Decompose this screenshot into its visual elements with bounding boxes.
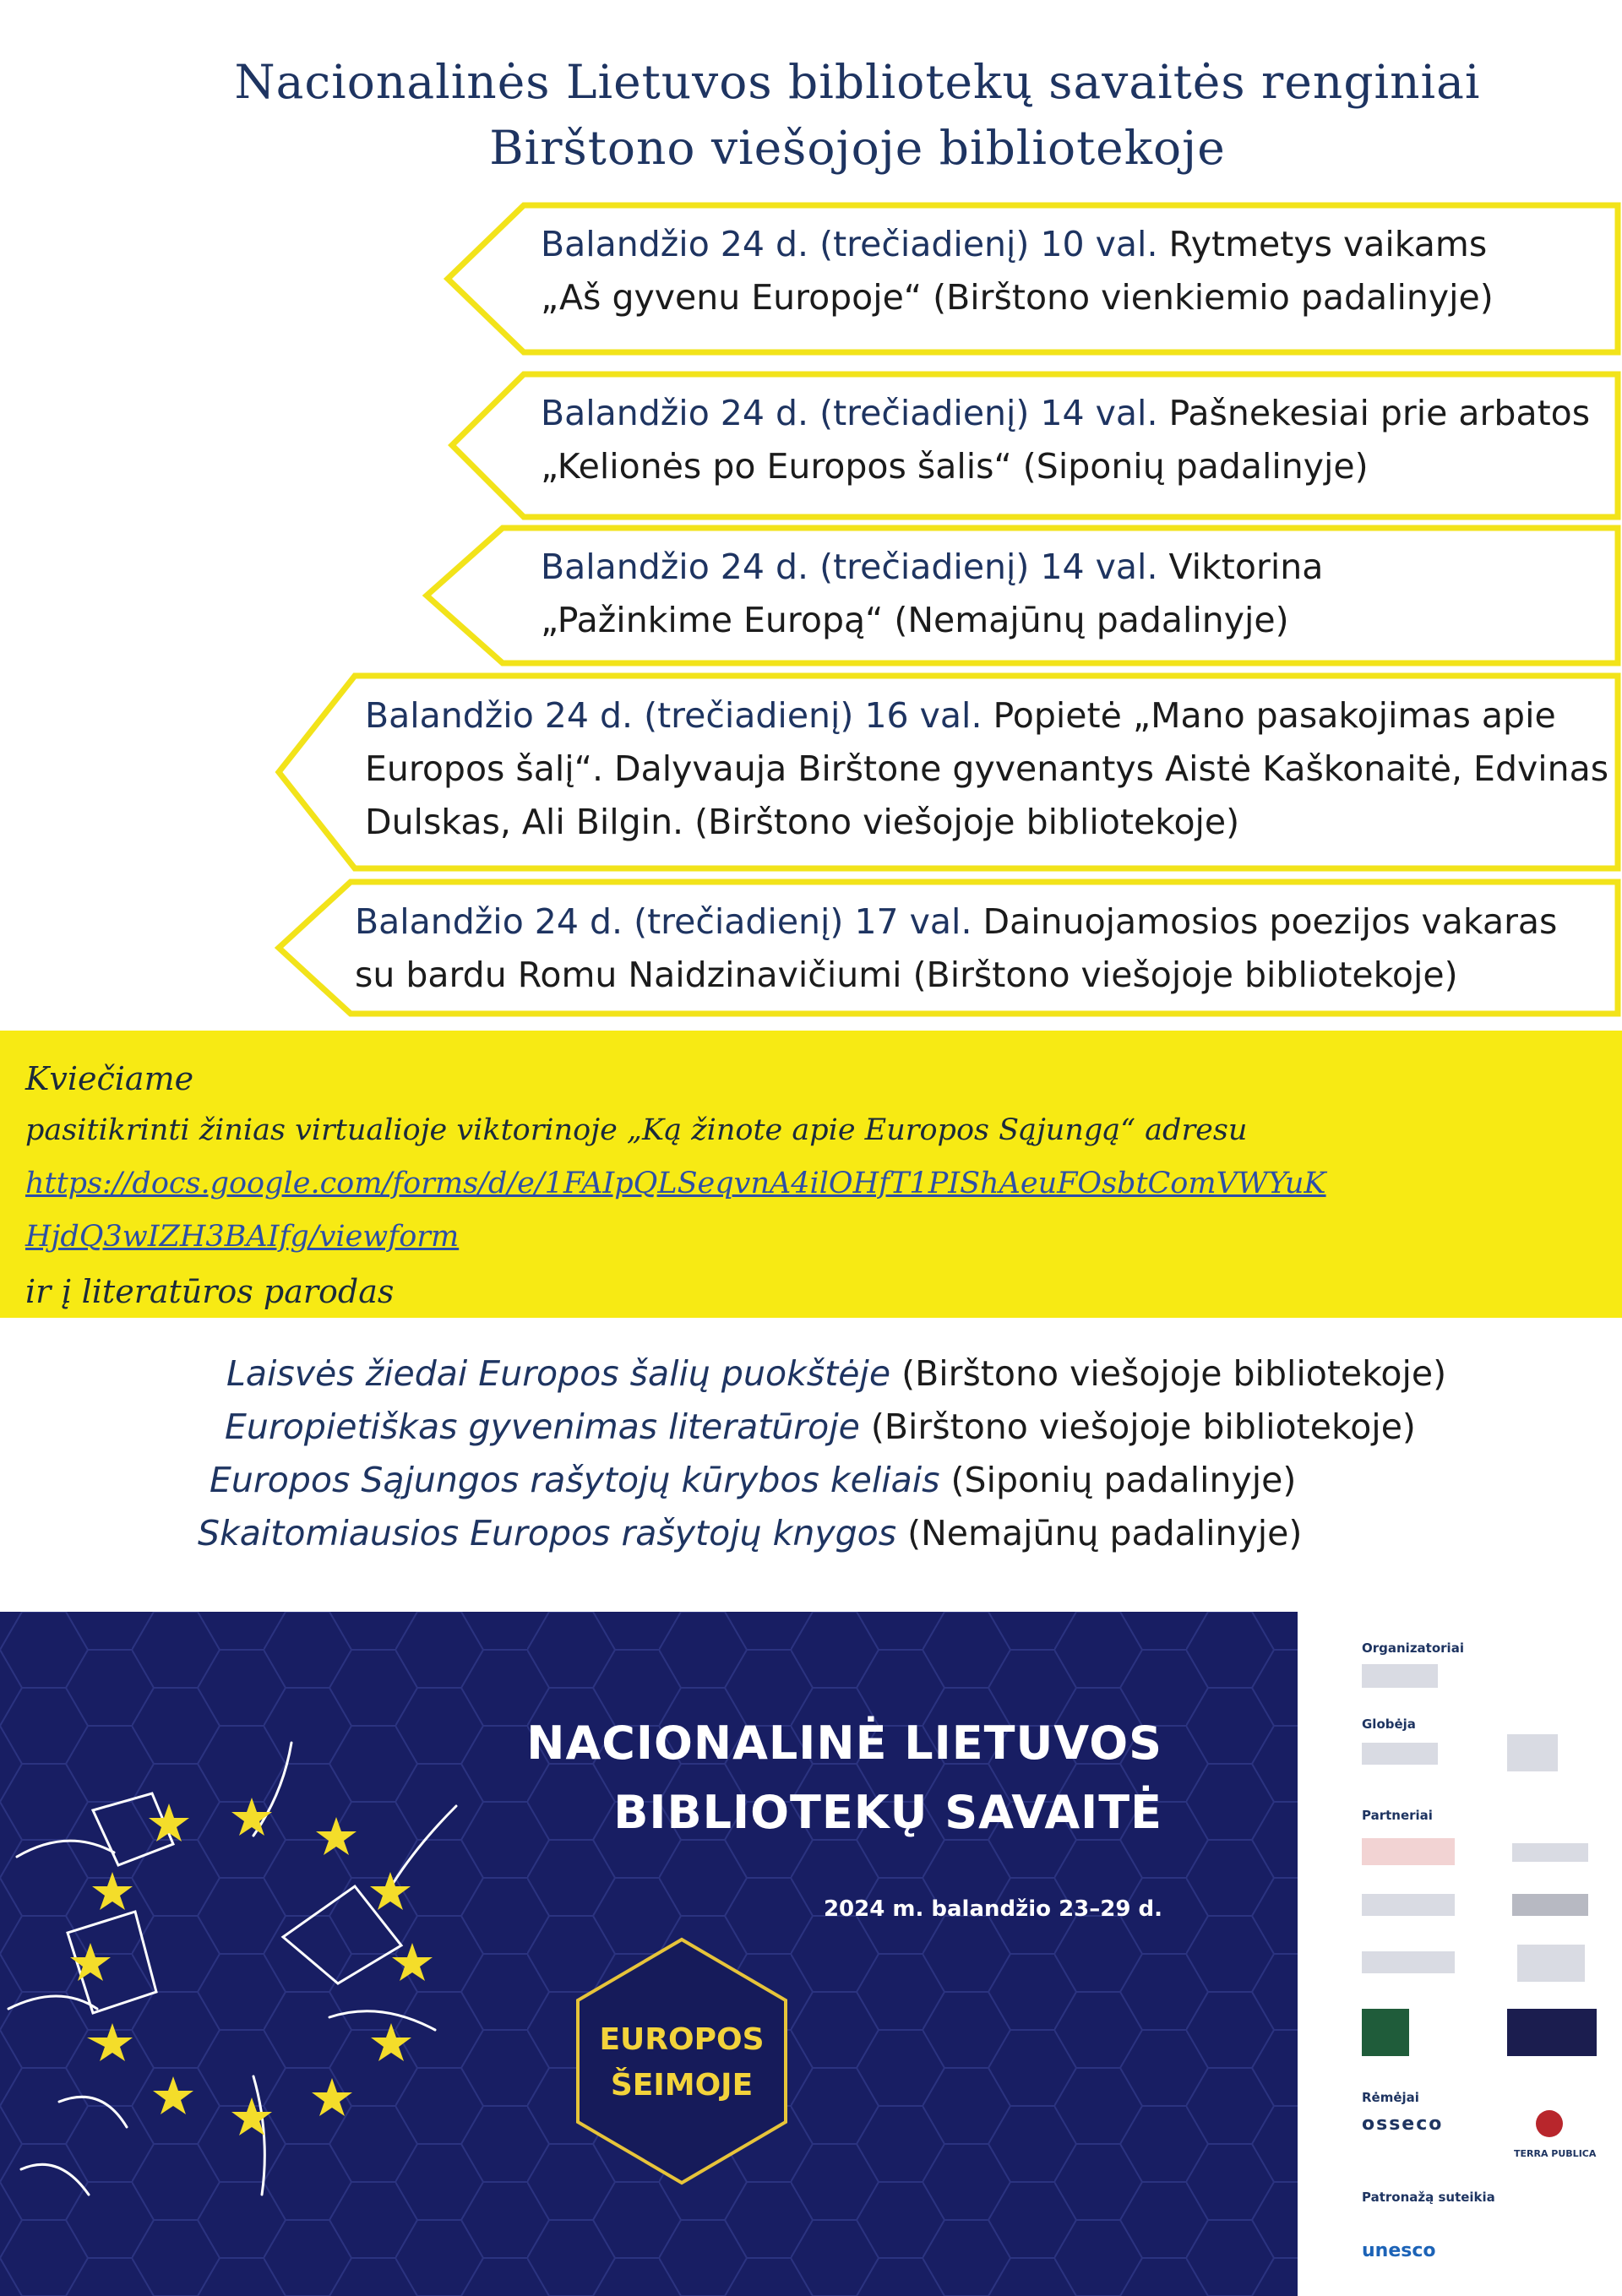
invite-line-2: pasitikrinti žinias virtualioje viktorinoje „Ką žinote apie Europos Sąjungą“ adresu (25, 1113, 1248, 1147)
event-4-desc: Popietė „Mano pasakojimas apie (982, 695, 1556, 736)
event-5 (355, 895, 1557, 1002)
event-4-line3: Dulskas, Ali Bilgin. (Birštono viešojoje bibliotekoje) (365, 802, 1240, 842)
event-2-line2: „Kelionės po Europos šalis“ (Siponių padalinyje) (541, 446, 1369, 487)
label-media: Patronažą suteikia (1362, 2190, 1495, 2205)
exhibit-2 (225, 1401, 1416, 1454)
partner-logo-2 (1512, 1843, 1588, 1862)
exhibit-2-title: Europietiškas gyvenimas literatūroje (225, 1406, 860, 1447)
event-5-date: Balandžio 24 d. (trečiadienį) 17 val. (355, 901, 972, 942)
event-5-line2: su bardu Romu Naidzinavičiumi (Birštono viešojoje bibliotekoje) (355, 955, 1458, 995)
exhibit-3-title: Europos Sąjungos rašytojų kūrybos keliais (210, 1460, 940, 1500)
partner-logo-6 (1517, 1945, 1585, 1982)
event-3-desc: Viktorina (1157, 547, 1324, 587)
exhibit-4-title: Skaitomiausios Europos rašytojų knygos (198, 1513, 897, 1553)
terra-publica-icon (1536, 2110, 1563, 2137)
poster-title-1: NACIONALINĖ LIETUVOS (526, 1717, 1162, 1770)
patron-logo-2 (1507, 1734, 1558, 1771)
label-supporters: Rėmėjai (1362, 2090, 1419, 2105)
title-line-2: Birštono viešojoje bibliotekoje (489, 121, 1226, 175)
partner-logo-1 (1362, 1838, 1455, 1865)
hexagon-label-2: ŠEIMOJE (610, 2068, 754, 2103)
hexagon-label-1: EUROPOS (599, 2022, 765, 2057)
label-patrons: Globėja (1362, 1717, 1416, 1732)
partner-logo-7 (1362, 2009, 1409, 2056)
event-1 (541, 218, 1494, 324)
title-line-1: Nacionalinės Lietuvos bibliotekų savaitės renginiai (234, 55, 1481, 109)
exhibit-3-place: (Siponių padalinyje) (939, 1460, 1297, 1500)
partner-logo-5 (1362, 1951, 1455, 1973)
poster-title (526, 1709, 1162, 1847)
osseco-logo: osseco (1362, 2114, 1444, 2135)
partner-logo-3 (1362, 1894, 1455, 1916)
label-organizers: Organizatoriai (1362, 1640, 1464, 1656)
event-3 (541, 541, 1323, 647)
event-5-desc: Dainuojamosios poezijos vakaras (972, 901, 1558, 942)
poster-title-2: BIBLIOTEKŲ SAVAITĖ (613, 1786, 1162, 1839)
terra-publica-logo: TERRA PUBLICA (1514, 2148, 1597, 2159)
exhibit-1 (226, 1347, 1446, 1401)
poster-date: 2024 m. balandžio 23–29 d. (823, 1896, 1162, 1922)
event-2-desc: Pašnekesiai prie arbatos (1157, 393, 1591, 433)
exhibit-3 (210, 1454, 1296, 1507)
event-frames (0, 0, 1622, 1031)
label-partners: Partneriai (1362, 1808, 1433, 1823)
exhibit-2-place: (Birštono viešojoje bibliotekoje) (859, 1406, 1416, 1447)
quiz-link-2[interactable]: HjdQ3wIZH3BAIfg/viewform (25, 1220, 460, 1254)
exhibit-1-title: Laisvės žiedai Europos šalių puokštėje (226, 1353, 891, 1394)
event-1-date: Balandžio 24 d. (trečiadienį) 10 val. (541, 224, 1158, 264)
quiz-link-1[interactable]: https://docs.google.com/forms/d/e/1FAIpQLSeqvnA4ilOHfT1PIShAeuFOsbtComVWYuK (25, 1167, 1326, 1200)
event-2 (541, 387, 1590, 493)
event-poster (0, 1612, 1298, 2296)
invite-line-1: Kviečiame (25, 1060, 194, 1097)
exhibit-1-place: (Birštono viešojoje bibliotekoje) (890, 1353, 1447, 1394)
event-2-date: Balandžio 24 d. (trečiadienį) 14 val. (541, 393, 1158, 433)
partner-logo-4 (1512, 1894, 1588, 1916)
event-1-line2: „Aš gyvenu Europoje“ (Birštono vienkiemio padalinyje) (541, 277, 1494, 318)
event-3-line2: „Pažinkime Europą“ (Nemajūnų padalinyje) (541, 600, 1289, 640)
exhibit-4-place: (Nemajūnų padalinyje) (896, 1513, 1303, 1553)
exhibit-4 (198, 1507, 1302, 1560)
organizer-logo (1362, 1664, 1438, 1688)
patron-logo-1 (1362, 1743, 1438, 1765)
invite-line-5: ir į literatūros parodas (25, 1273, 395, 1310)
event-1-desc: Rytmetys vaikams (1157, 224, 1488, 264)
hexagon-label (576, 2017, 787, 2108)
event-3-date: Balandžio 24 d. (trečiadienį) 14 val. (541, 547, 1158, 587)
partner-logo-8 (1507, 2009, 1597, 2056)
unesco-logo: unesco (1362, 2240, 1436, 2261)
event-4-line2: Europos šalį“. Dalyvauja Birštone gyvenantys Aistė Kaškonaitė, Edvinas (365, 748, 1609, 789)
event-4 (365, 689, 1608, 849)
sponsor-column (1298, 1612, 1622, 2296)
event-4-date: Balandžio 24 d. (trečiadienį) 16 val. (365, 695, 982, 736)
